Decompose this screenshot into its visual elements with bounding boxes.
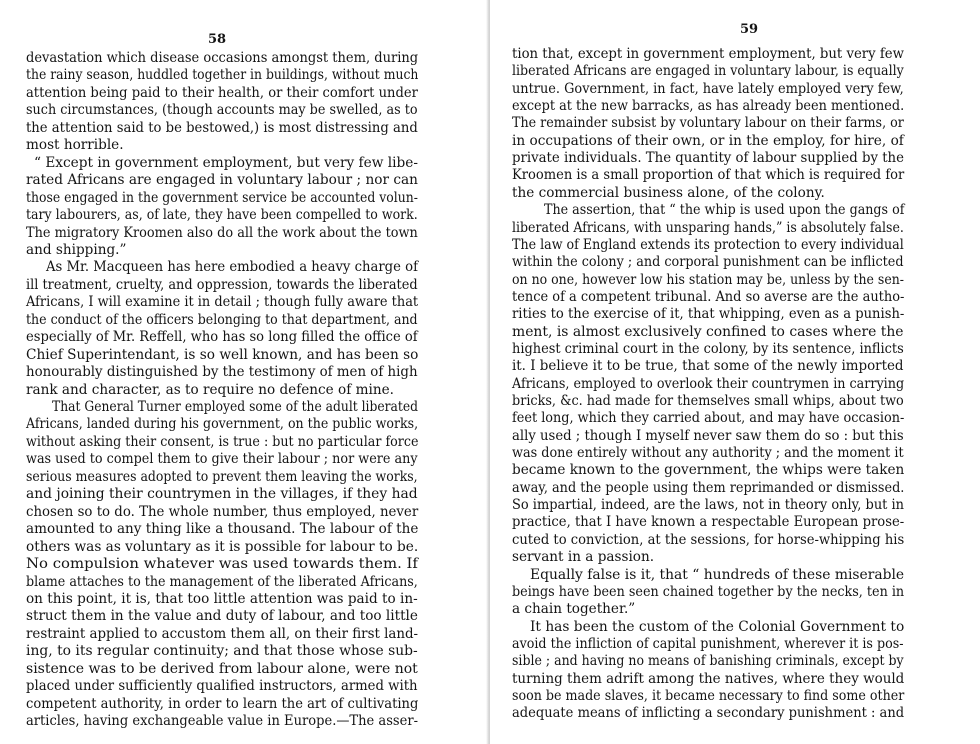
text-line: placed under sufficiently qualified instructors, armed with bbox=[26, 678, 418, 695]
text-line: feet long, which they carried about, and may have occasion- bbox=[512, 410, 905, 427]
text-line: No compulsion whatever was used towards them. If bbox=[26, 556, 418, 573]
text-line: the commercial business alone, of the colony. bbox=[512, 184, 825, 201]
text-line: others was as voluntary as it is possible for labour to be. bbox=[26, 538, 419, 555]
text-line: bricks, &c. had made for themselves small whips, about two bbox=[512, 393, 904, 409]
text-line: away, and the people using them reprimanded or dismissed. bbox=[512, 479, 905, 496]
text-line: on this point, it is, that too little attention was paid to in- bbox=[26, 590, 418, 607]
text-line: within the colony ; and corporal punishment can be inflicted bbox=[512, 254, 904, 271]
text-line: Africans, I will examine it in detail ; though fully aware that bbox=[26, 294, 419, 311]
text-line: competent authority, in order to learn the art of cultivating bbox=[26, 695, 419, 712]
text-line: rities to the exercise of it, that whipping, even as a punish- bbox=[512, 306, 905, 323]
text-line: adequate means of inflicting a secondary punishment : and bbox=[512, 705, 905, 722]
text-line: beings have been seen chained together by the necks, ten in bbox=[512, 583, 905, 600]
text-line: such circumstances, (though accounts may be swelled, as to bbox=[26, 102, 418, 119]
text-line: was done entirely without any authority ; and the moment it bbox=[512, 445, 904, 462]
left-page bbox=[0, 0, 488, 744]
text-line: ing, to its regular continuity; and that those whose sub- bbox=[26, 643, 418, 660]
text-line: avoid the infliction of capital punishment, wherever it is pos- bbox=[512, 635, 904, 652]
text-line: private individuals. The quantity of labour supplied by the bbox=[512, 150, 904, 167]
text-line: sistence was to be derived from labour alone, were not bbox=[26, 660, 418, 677]
text-line: liberated Africans, with unsparing hands,” is absolutely false. bbox=[512, 219, 904, 236]
text-line: attention being paid to their health, or their comfort under bbox=[26, 84, 418, 101]
text-line: became known to the government, the whips were taken bbox=[512, 462, 905, 479]
text-line: ally used ; though I myself never saw them do so : but this bbox=[512, 427, 904, 444]
right-page bbox=[490, 0, 980, 744]
text-line: So impartial, indeed, are the laws, not in theory only, but in bbox=[512, 497, 904, 514]
text-line: highest criminal court in the colony, by its sentence, inflicts bbox=[512, 340, 904, 357]
text-line: ill treatment, cruelty, and oppression, towards the liberated bbox=[26, 276, 418, 293]
text-line: articles, having exchangeable value in Europe.—The asser- bbox=[26, 713, 418, 730]
text-line: soon be made slaves, it became necessary to find some other bbox=[512, 687, 905, 704]
text-line: As Mr. Macqueen has here embodied a heavy charge of bbox=[46, 259, 418, 276]
text-line: except at the new barracks, as has already been mentioned. bbox=[512, 98, 905, 115]
text-line: struct them in the value and duty of labour, and too little bbox=[26, 608, 418, 625]
text-line: a chain together.” bbox=[512, 601, 636, 618]
text-line: on no one, however low his station may be, unless by the sen- bbox=[512, 271, 905, 288]
text-line: turning them adrift among the natives, where they would bbox=[512, 670, 905, 687]
text-line: tary labourers, as, of late, they have been compelled to work. bbox=[26, 207, 418, 224]
text-line: chosen so to do. The whole number, thus employed, never bbox=[26, 503, 419, 520]
text-line: servant in a passion. bbox=[512, 549, 655, 566]
text-line: ment, is almost exclusively confined to cases where the bbox=[512, 323, 904, 340]
text-line: tion that, except in government employment, but very few bbox=[512, 46, 904, 62]
text-line: Equally false is it, that “ hundreds of these miserable bbox=[530, 566, 905, 583]
text-line: it. I believe it to be true, that some of the newly imported bbox=[512, 358, 904, 375]
text-line: blame attaches to the management of the liberated Africans, bbox=[26, 573, 418, 590]
text-line: was used to compel them to give their labour ; nor were any bbox=[26, 451, 418, 468]
text-line: The law of England extends its protection to every individual bbox=[512, 236, 904, 253]
text-line: Chief Superintendant, is so well known, and has been so bbox=[26, 346, 419, 363]
page-number-left: 58 bbox=[208, 32, 227, 47]
text-line: restraint applied to accustom them all, on their first land- bbox=[26, 625, 419, 642]
text-line: the attention said to be bestowed,) is most distressing and bbox=[26, 119, 418, 136]
text-line: “ Except in government employment, but very few libe- bbox=[34, 154, 418, 171]
text-line: honourably distinguished by the testimony of men of high bbox=[26, 364, 418, 381]
text-line: It has been the custom of the Colonial Government to bbox=[530, 618, 905, 635]
text-line: devastation which disease occasions amongst them, during bbox=[26, 50, 419, 66]
text-line: cuted to conviction, at the sessions, for horse-whipping his bbox=[512, 531, 905, 548]
text-line: The remainder subsist by voluntary labour on their farms, or bbox=[512, 115, 904, 132]
text-line: rank and character, as to require no defence of mine. bbox=[26, 381, 394, 398]
text-line: tence of a competent tribunal. And so averse are the autho- bbox=[512, 288, 905, 305]
text-line: without asking their consent, is true : but no particular force bbox=[26, 433, 419, 450]
text-line: The assertion, that “ the whip is used upon the gangs of bbox=[544, 202, 905, 219]
text-line: those engaged in the government service be accounted volun- bbox=[26, 189, 418, 206]
text-line: practice, that I have known a respectable European prose- bbox=[512, 514, 905, 531]
text-line: and shipping.” bbox=[26, 241, 127, 258]
text-line: Africans, landed during his government, on the public works, bbox=[26, 416, 419, 433]
text-line: especially of Mr. Reffell, who has so long filled the office of bbox=[26, 329, 418, 346]
text-line: the rainy season, huddled together in buildings, without much bbox=[26, 67, 419, 84]
text-line: Africans, employed to overlook their countrymen in carrying bbox=[512, 375, 905, 392]
text-line: untrue. Government, in fact, have lately employed very few, bbox=[512, 80, 904, 97]
text-line: sible ; and having no means of banishing criminals, except by bbox=[512, 653, 904, 670]
text-line: and joining their countrymen in the villages, if they had bbox=[26, 486, 418, 503]
text-line: liberated Africans are engaged in voluntary labour, is equally bbox=[512, 63, 904, 80]
text-line: serious measures adopted to prevent them leaving the works, bbox=[26, 468, 418, 485]
page-number-right: 59 bbox=[740, 22, 759, 37]
text-line: amounted to any thing like a thousand. The labour of the bbox=[26, 521, 419, 538]
text-line: the conduct of the officers belonging to that department, and bbox=[26, 311, 418, 328]
text-line: in occupations of their own, or in the employ, for hire, of bbox=[512, 132, 904, 149]
text-line: That General Turner employed some of the adult liberated bbox=[52, 399, 419, 415]
text-line: most horrible. bbox=[26, 137, 124, 154]
text-line: The migratory Kroomen also do all the work about the town bbox=[26, 224, 418, 241]
text-line: rated Africans are engaged in voluntary labour ; nor can bbox=[26, 172, 418, 189]
text-line: Kroomen is a small proportion of that which is required for bbox=[512, 167, 905, 184]
